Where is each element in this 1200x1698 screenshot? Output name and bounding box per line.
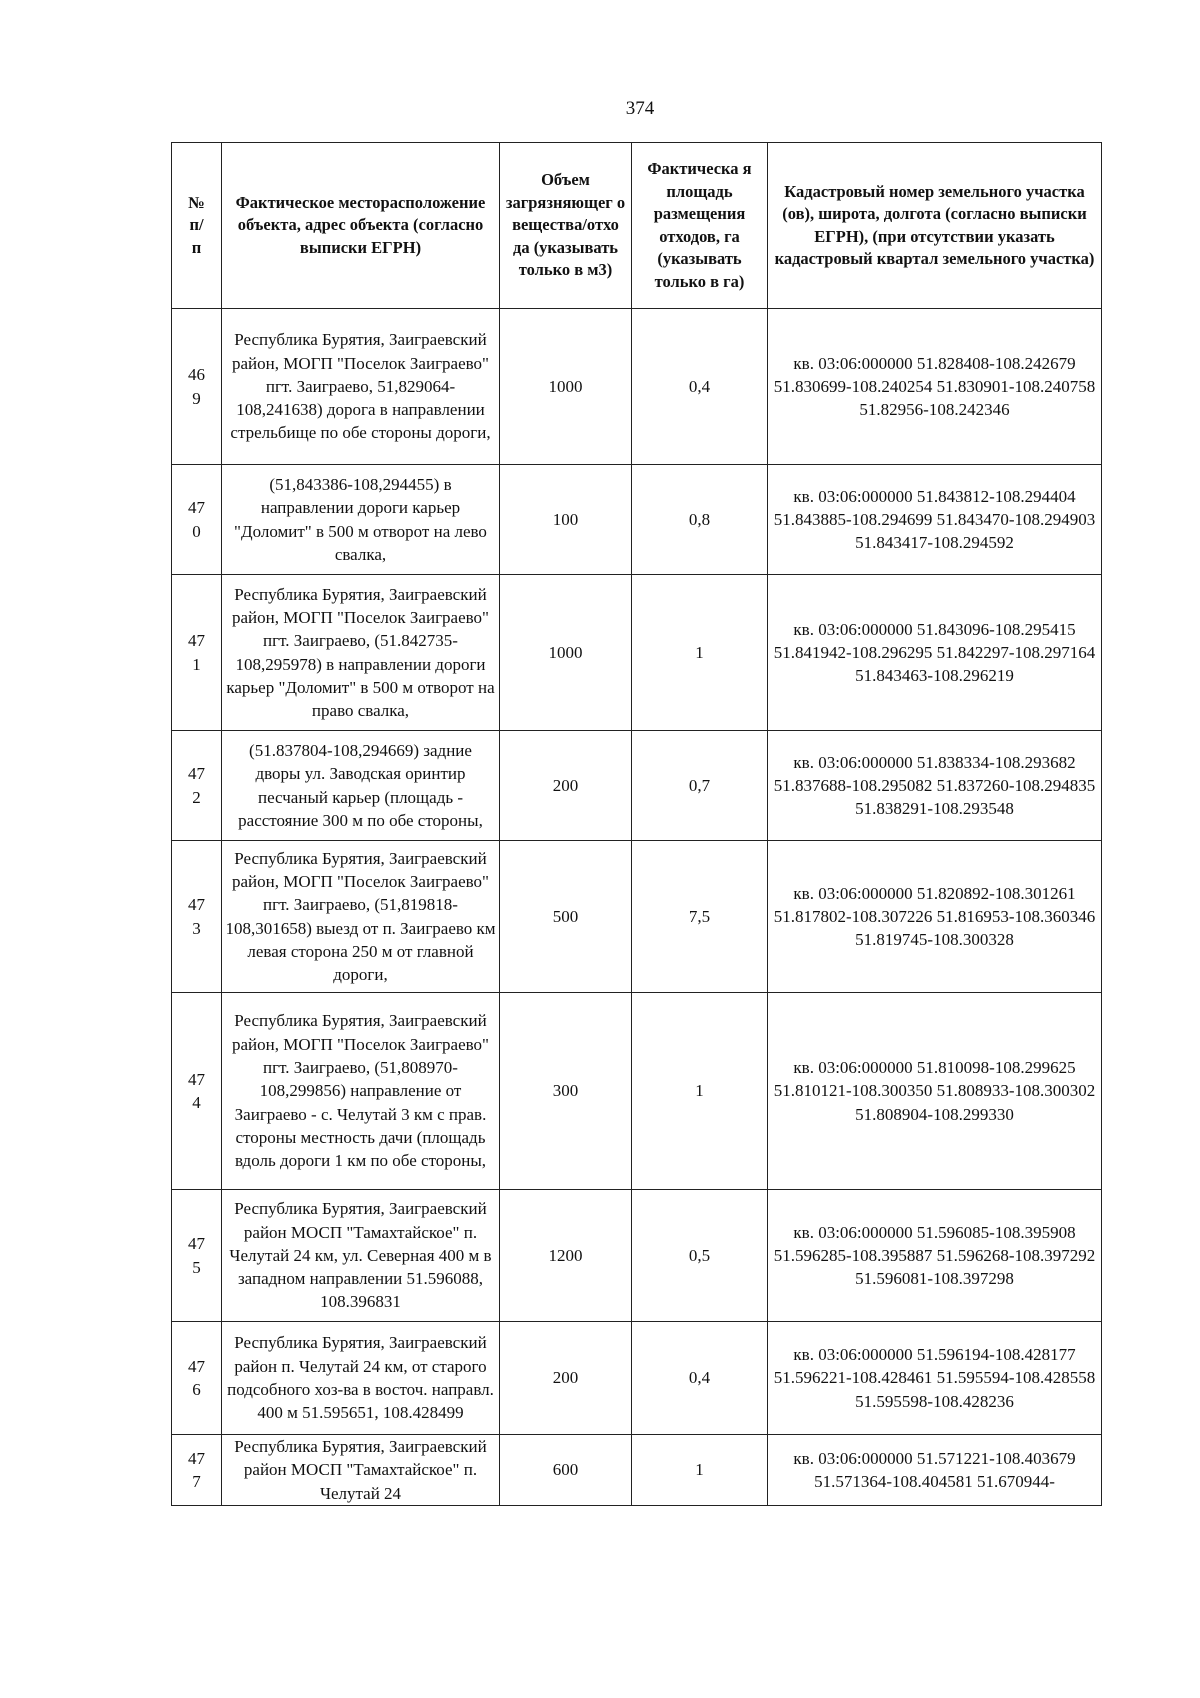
row-area-text: 1 [695, 1081, 704, 1101]
row-cadastral-text: кв. 03:06:000000 51.571221-108.403679 51.571364-108.404581 51.670944- [793, 1448, 1076, 1491]
row-area-text: 0,5 [688, 1245, 711, 1265]
row-volume-cell [500, 1190, 632, 1322]
header-cadastral [768, 143, 1102, 309]
row-cadastral-cell [768, 1322, 1102, 1435]
waste-sites-table [171, 142, 1102, 1506]
row-number-cell [172, 465, 222, 575]
row-number-text: 47 5 [188, 1234, 205, 1277]
row-area-cell [632, 731, 768, 841]
row-area-text: 0,4 [688, 376, 711, 396]
row-cadastral-cell [768, 309, 1102, 465]
row-number-cell [172, 841, 222, 993]
row-area-cell [632, 465, 768, 575]
row-number-text: 47 4 [188, 1069, 205, 1112]
row-address-cell [222, 1322, 500, 1435]
row-cadastral-text: кв. 03:06:000000 51.838334-108.293682 51.837688-108.295082 51.837260-108.294835 51.838291-108.293548 [773, 752, 1096, 819]
row-number-text: 47 2 [188, 764, 205, 807]
row-number-cell [172, 1435, 222, 1506]
row-cadastral-cell [768, 1435, 1102, 1506]
row-address-cell [222, 731, 500, 841]
row-cadastral-text: кв. 03:06:000000 51.828408-108.242679 51.830699-108.240254 51.830901-108.240758 51.82956-108.242346 [773, 353, 1096, 420]
header-area-label: Фактическа я площадь размещения отходов, га (указывать только в га) [647, 159, 752, 291]
row-area-text: 0,7 [688, 775, 711, 795]
row-area-cell [632, 575, 768, 731]
row-number-text: 47 0 [188, 498, 205, 541]
row-address-cell [222, 1435, 500, 1506]
row-number-cell [172, 575, 222, 731]
row-address-text: Республика Бурятия, Заиграевский район п. Челутай 24 км, от старого подсобного хоз-ва в восточ. направл. 400 м 51.595651, 108.428499 [227, 1333, 494, 1423]
row-cadastral-cell [768, 575, 1102, 731]
header-area [632, 143, 768, 309]
header-number-label: № п/ п [188, 192, 205, 257]
row-volume-cell [500, 993, 632, 1190]
row-number-cell [172, 993, 222, 1190]
row-cadastral-text: кв. 03:06:000000 51.843812-108.294404 51.843885-108.294699 51.843470-108.294903 51.843417-108.294592 [773, 486, 1096, 553]
header-address-label: Фактическое месторасположение объекта, адрес объекта (согласно выписки ЕГРН) [235, 192, 486, 257]
header-number [172, 143, 222, 309]
row-volume-cell [500, 465, 632, 575]
row-area-cell [632, 1190, 768, 1322]
row-cadastral-cell [768, 993, 1102, 1190]
table-row [172, 309, 1102, 465]
row-number-cell [172, 731, 222, 841]
row-area-text: 0,8 [688, 509, 711, 529]
row-number-cell [172, 309, 222, 465]
table-row [172, 1190, 1102, 1322]
row-volume-text: 1000 [548, 376, 583, 396]
table-row [172, 993, 1102, 1190]
row-address-text: (51,843386-108,294455) в направлении дороги карьер "Доломит" в 500 м отворот на лево свалка, [234, 474, 487, 564]
table-row [172, 465, 1102, 575]
row-area-cell [632, 993, 768, 1190]
row-area-text: 0,4 [688, 1368, 711, 1388]
row-cadastral-cell [768, 1190, 1102, 1322]
row-address-cell [222, 465, 500, 575]
row-area-text: 1 [695, 1460, 704, 1480]
row-volume-text: 300 [552, 1081, 579, 1101]
row-area-text: 1 [695, 642, 704, 662]
row-address-text: Республика Бурятия, Заиграевский район, МОГП "Поселок Заиграево" пгт. Заиграево, (51,819818-108,301658) выезд от п. Заиграево км левая сторона 250 м от главной дороги, [225, 848, 496, 985]
row-area-text: 7,5 [688, 906, 711, 926]
row-area-cell [632, 309, 768, 465]
header-cadastral-label: Кадастровый номер земельного участка (ов), широта, долгота (согласно выписки ЕГРН), (при отсутствии указать кадастровый квартал земельного участка) [774, 181, 1095, 268]
row-area-cell [632, 1322, 768, 1435]
row-address-cell [222, 993, 500, 1190]
row-area-cell [632, 1435, 768, 1506]
row-volume-cell [500, 1322, 632, 1435]
row-cadastral-text: кв. 03:06:000000 51.810098-108.299625 51.810121-108.300350 51.808933-108.300302 51.808904-108.299330 [773, 1058, 1096, 1124]
table-row [172, 841, 1102, 993]
row-number-text: 47 7 [188, 1448, 205, 1491]
row-address-text: Республика Бурятия, Заиграевский район МОСП "Тамахтайское" п. Челутай 24 [234, 1437, 487, 1503]
header-address [222, 143, 500, 309]
row-volume-text: 200 [552, 1368, 579, 1388]
row-volume-text: 600 [552, 1460, 579, 1480]
row-volume-cell [500, 841, 632, 993]
row-number-cell [172, 1190, 222, 1322]
row-volume-text: 500 [552, 906, 579, 926]
row-address-cell [222, 309, 500, 465]
row-cadastral-cell [768, 465, 1102, 575]
row-number-cell [172, 1322, 222, 1435]
row-address-text: (51.837804-108,294669) задние дворы ул. Заводская оринтир песчаный карьер (площадь - расстояние 300 м по обе стороны, [238, 740, 483, 830]
row-cadastral-text: кв. 03:06:000000 51.820892-108.301261 51.817802-108.307226 51.816953-108.360346 51.819745-108.300328 [773, 883, 1096, 950]
row-cadastral-cell [768, 841, 1102, 993]
row-number-text: 47 3 [188, 895, 205, 938]
row-volume-cell [500, 575, 632, 731]
row-address-cell [222, 575, 500, 731]
row-cadastral-text: кв. 03:06:000000 51.596194-108.428177 51.596221-108.428461 51.595594-108.428558 51.595598-108.428236 [773, 1345, 1096, 1411]
table-row [172, 1435, 1102, 1506]
row-number-text: 46 9 [188, 365, 205, 408]
row-volume-cell [500, 309, 632, 465]
row-volume-text: 200 [552, 775, 579, 795]
table-row [172, 731, 1102, 841]
row-address-text: Республика Бурятия, Заиграевский район МОСП "Тамахтайское" п. Челутай 24 км, ул. Северная 400 м в западном направлении 51.596088, 108.396831 [229, 1199, 492, 1312]
header-volume-label: Объем загрязняющег о вещества/отхо да (указывать только в м3) [505, 170, 626, 280]
row-volume-text: 1000 [548, 642, 583, 662]
page-number: 374 [625, 98, 655, 119]
row-number-text: 47 6 [188, 1356, 205, 1399]
row-area-cell [632, 841, 768, 993]
header-volume [500, 143, 632, 309]
row-volume-text: 100 [552, 509, 579, 529]
row-number-text: 47 1 [188, 631, 205, 674]
row-address-cell [222, 841, 500, 993]
row-cadastral-text: кв. 03:06:000000 51.596085-108.395908 51.596285-108.395887 51.596268-108.397292 51.596081-108.397298 [773, 1222, 1096, 1289]
row-address-cell [222, 1190, 500, 1322]
row-volume-cell [500, 1435, 632, 1506]
row-cadastral-cell [768, 731, 1102, 841]
table-row [172, 575, 1102, 731]
table-header-row [172, 143, 1102, 309]
table-row [172, 1322, 1102, 1435]
row-address-text: Республика Бурятия, Заиграевский район, МОГП "Поселок Заиграево" пгт. Заиграево, (51.842735-108,295978) в направлении дороги карьер "Доломит" в 500 м отворот на право свалка, [226, 584, 495, 721]
row-address-text: Республика Бурятия, Заиграевский район, МОГП "Поселок Заиграево" пгт. Заиграево, 51,829064-108,241638) дорога в направлении стрельбище по обе стороны дороги, [230, 330, 491, 443]
row-address-text: Республика Бурятия, Заиграевский район, МОГП "Поселок Заиграево" пгт. Заиграево, (51,808970-108,299856) направление от Заиграево - с. Челутай 3 км с прав. стороны местность дачи (площадь вдоль дороги 1 км по обе стороны, [232, 1011, 489, 1171]
row-volume-cell [500, 731, 632, 841]
row-cadastral-text: кв. 03:06:000000 51.843096-108.295415 51.841942-108.296295 51.842297-108.297164 51.843463-108.296219 [773, 619, 1096, 686]
row-volume-text: 1200 [548, 1245, 583, 1265]
table-body [172, 309, 1102, 1506]
